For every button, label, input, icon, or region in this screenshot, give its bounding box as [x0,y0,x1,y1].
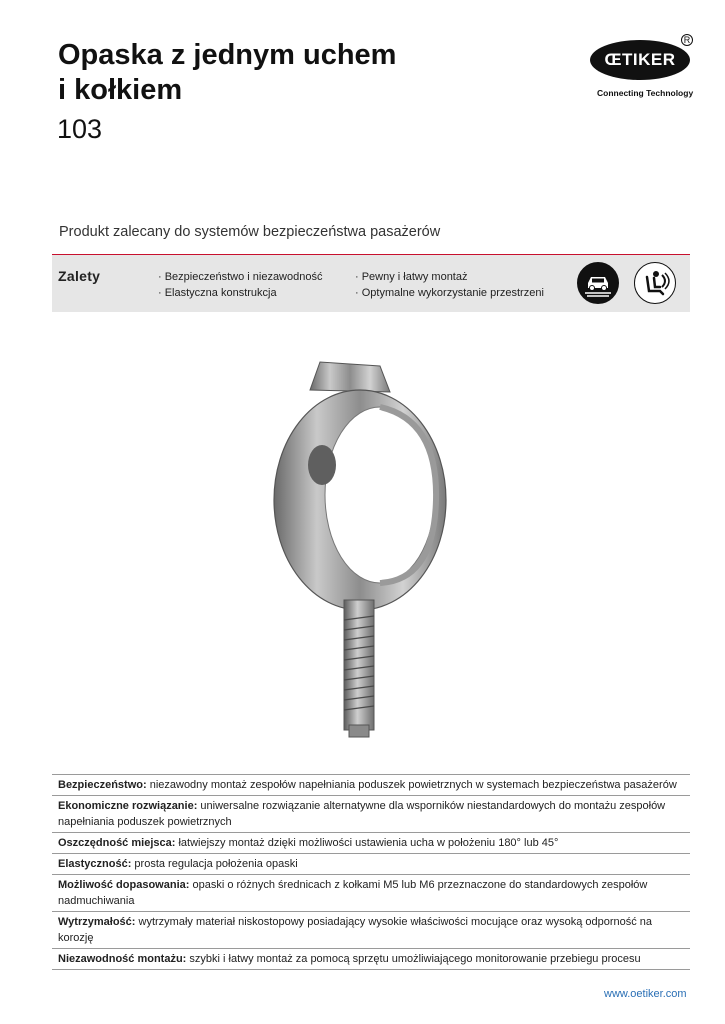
title-line-2: i kołkiem [58,74,183,106]
feature-cell [52,949,690,970]
feature-cell [52,854,690,875]
feature-text: uniwersalne rozwiązanie alternatywne dla wsporników niestandardowych do montażu zespołów napełniania poduszek powietrznych [58,800,666,828]
model-number: 103 [57,114,103,144]
advantage-item: · Pewny i łatwy montaż [355,271,468,283]
logo-oval [590,40,690,80]
advantages-heading: Zalety [58,268,101,284]
logo-brand: ŒTIKER [604,50,676,69]
feature-label: Wytrzymałość: [58,916,136,928]
advantage-item: · Optymalne wykorzystanie przestrzeni [355,287,544,299]
logo-tagline: Connecting Technology [597,88,694,98]
feature-text: niezawodny montaż zespołów napełniania poduszek powietrznych w systemach bezpieczeństwa pasażerów [146,779,677,791]
feature-row [52,949,690,970]
car-safety-icon [577,262,619,304]
feature-label: Bezpieczeństwo: [58,779,147,791]
feature-label: Ekonomiczne rozwiązanie: [58,800,198,812]
feature-label: Oszczędność miejsca: [58,837,176,849]
website-link[interactable]: www.oetiker.com [604,988,687,1000]
feature-row [52,875,690,912]
advantage-item: · Bezpieczeństwo i niezawodność [158,271,323,283]
features-table [52,774,690,970]
feature-label: Niezawodność montażu: [58,953,187,965]
page-title [58,38,518,108]
product-subtitle: Produkt zalecany do systemów bezpieczeństwa pasażerów [59,224,441,240]
feature-cell [52,875,690,912]
advantage-item: · Elastyczna konstrukcja [158,287,277,299]
feature-row [52,796,690,833]
feature-text: szybki i łatwy montaż za pomocą sprzętu umożliwiającego monitorowanie przebiegu procesu [186,953,641,965]
registered-mark: R [681,34,693,46]
feature-label: Możliwość dopasowania: [58,879,190,891]
feature-cell [52,796,690,833]
feature-row [52,854,690,875]
feature-row [52,775,690,796]
product-image-ear-clamp [240,330,480,750]
feature-cell [52,775,690,796]
advantages-band [52,255,690,312]
title-line-1: Opaska z jednym uchem [58,39,397,71]
feature-text: wytrzymały materiał niskostopowy posiadający wysokie właściwości mocujące oraz wysoką odporność na korozję [58,916,653,944]
feature-label: Elastyczność: [58,858,132,870]
feature-cell [52,833,690,854]
feature-row [52,833,690,854]
feature-text: prosta regulacja położenia opaski [131,858,298,870]
feature-text: opaski o różnych średnicach z kołkami M5 lub M6 przeznaczone do standardowych zespołów nadmuchiwania [58,879,648,907]
advantages-column-1 [158,269,322,301]
feature-text: łatwiejszy montaż dzięki możliwości ustawienia ucha w położeniu 180° lub 45° [175,837,559,849]
oetiker-logo [590,34,694,104]
feature-cell [52,912,690,949]
feature-row [52,912,690,949]
advantages-column-2 [355,269,544,301]
seat-airbag-icon [634,262,676,304]
